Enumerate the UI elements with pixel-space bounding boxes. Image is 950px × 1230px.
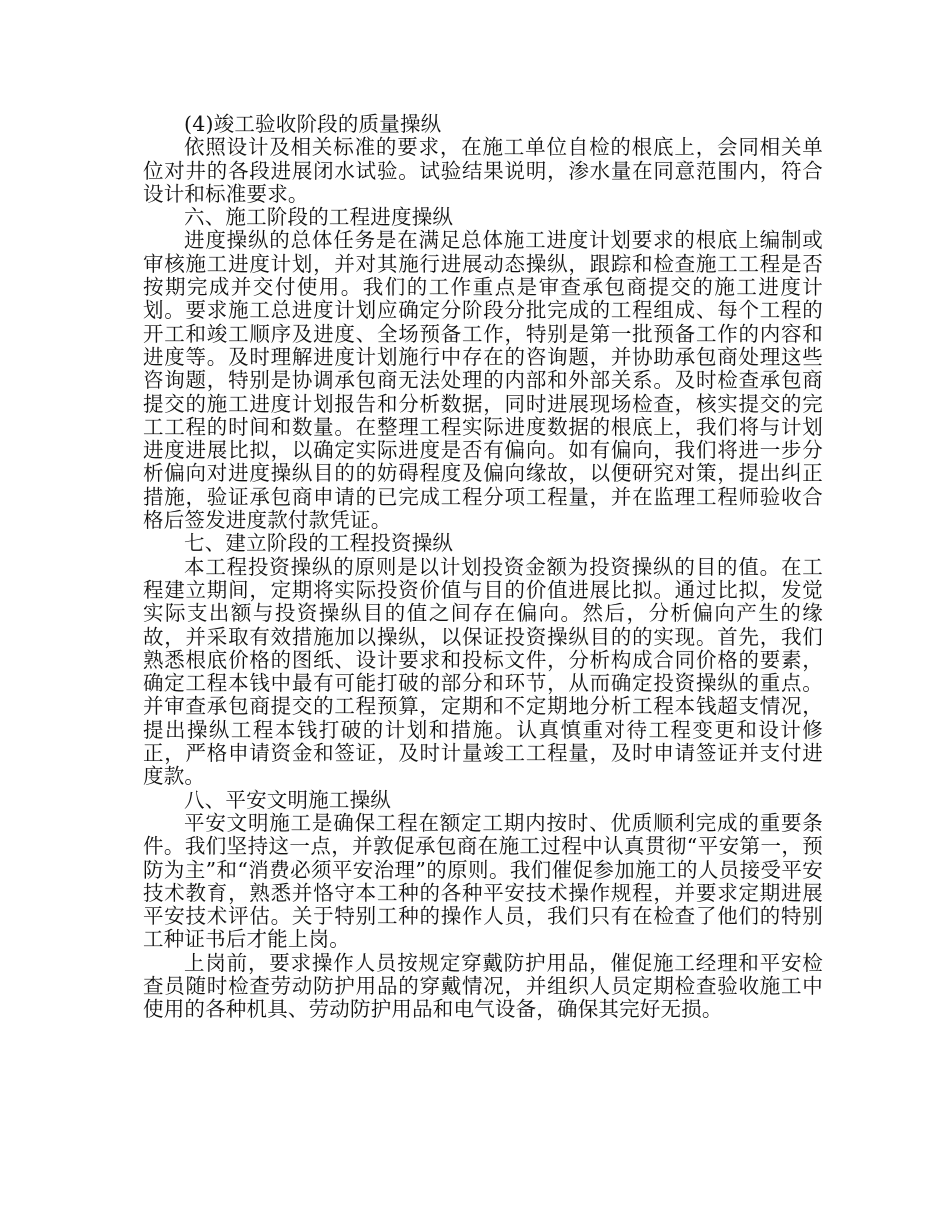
paragraph-closed-water-test: 依照设计及相关标准的要求，在施工单位自检的根底上，会同相关单位对井的各段进展闭水试验。试验结果说明，渗水量在同意范围内，符合设计和标准要求。 xyxy=(143,135,823,206)
paragraph-progress-control: 进度操纵的总体任务是在满足总体施工进度计划要求的根底上编制或审核施工进度计划，并对其施行进展动态操纵，跟踪和检查施工工程是否按期完成并交付使用。我们的工作重点是审查承包商提交的施工进度计划。要求施工总进度计划应确定分阶段分批完成的工程组成、每个工程的开工和竣工顺序及进度、全场预备工作，特别是第一批预备工作的内容和进度等。及时理解进度计划施行中存在的咨询题，并协助承包商处理这些咨询题，特别是协调承包商无法处理的内部和外部关系。及时检查承包商提交的施工进度计划报告和分析数据，同时进展现场检查，核实提交的完工工程的时间和数量。在整理工程实际进度数据的根底上，我们将与计划进度进展比拟，以确定实际进度是否有偏向。如有偏向，我们将进一步分析偏向对进度操纵目的的妨碍程度及偏向缘故，以便研究对策，提出纠正措施，验证承包商申请的已完成工程分项工程量，并在监理工程师验收合格后签发进度款付款凭证。 xyxy=(143,228,823,533)
section-heading-safety-control: 八、平安文明施工操纵 xyxy=(184,787,391,812)
paragraph-protective-equipment: 上岗前，要求操作人员按规定穿戴防护用品，催促施工经理和平安检查员随时检查劳动防护用品的穿戴情况，并组织人员定期检查验收施工中使用的各种机具、劳动防护用品和电气设备，确保其完好无损。 xyxy=(143,950,823,1022)
section-heading-investment-control: 七、建立阶段的工程投资操纵 xyxy=(184,531,454,556)
section-heading-completion-acceptance: (4)竣工验收阶段的质量操纵 xyxy=(184,112,442,136)
paragraph-investment-control: 本工程投资操纵的原则是以计划投资金额为投资操纵的目的值。在工程建立期间，定期将实际投资价值与目的价值进展比拟。通过比拟，发觉实际支出额与投资操纵目的值之间存在偏向。然后，分析偏向产生的缘故，并采取有效措施加以操纵，以保证投资操纵目的的实现。首先，我们熟悉根底价格的图纸、设计要求和投标文件，分析构成合同价格的要素，确定工程本钱中最有可能打破的部分和环节，从而确定投资操纵的重点。并审查承包商提交的工程预算，定期和不定期地分析工程本钱超支情况，提出操纵工程本钱打破的计划和措施。认真慎重对待工程变更和设计修正，严格申请资金和签证，及时计量竣工工程量，及时申请签证并支付进度款。 xyxy=(143,554,823,789)
document-body xyxy=(143,113,823,1022)
section-heading-progress-control: 六、施工阶段的工程进度操纵 xyxy=(184,205,454,230)
paragraph-safety-civilized-construction: 平安文明施工是确保工程在额定工期内按时、优质顺利完成的重要条件。我们坚持这一点，并敦促承包商在施工过程中认真贯彻“平安第一，预防为主”和“消费必须平安治理”的原则。我们催促参加施工的人员接受平安技术教育，熟悉并恪守本工种的各种平安技术操作规程，并要求定期进展平安技术评估。关于特别工种的操作人员，我们只有在检查了他们的特别工种证书后才能上岗。 xyxy=(143,810,823,952)
